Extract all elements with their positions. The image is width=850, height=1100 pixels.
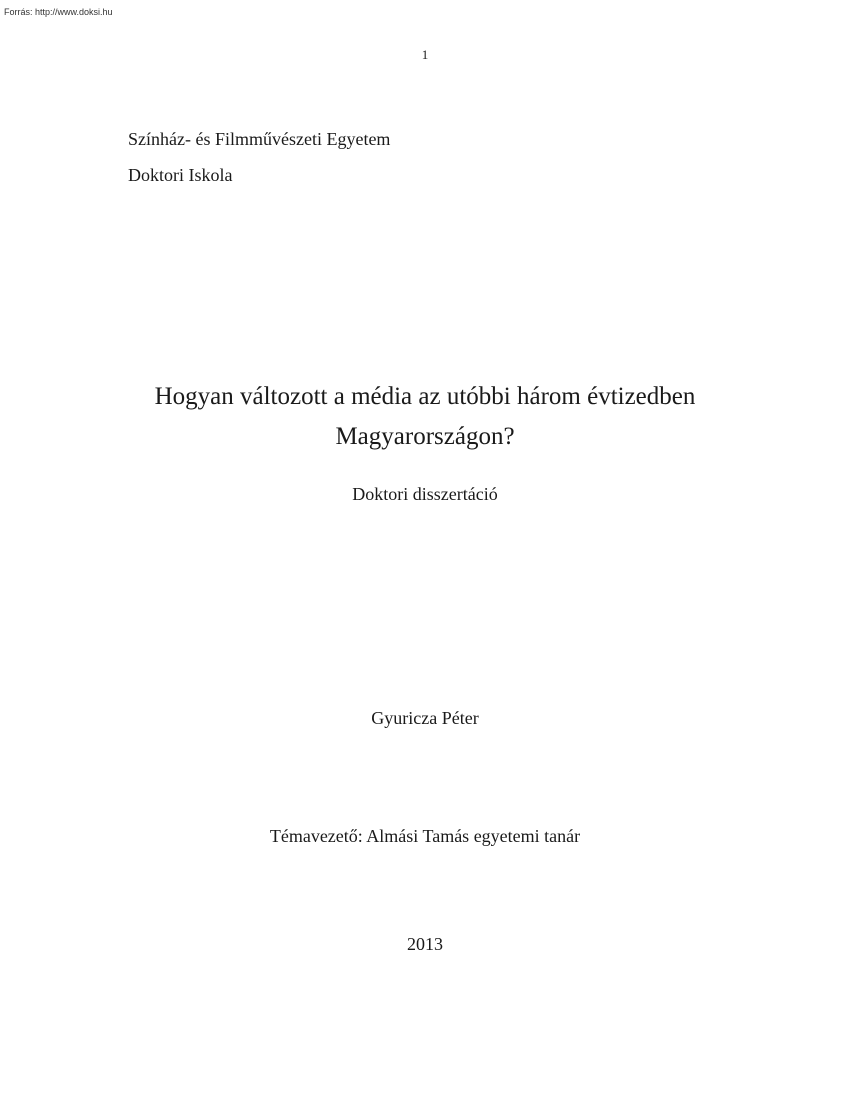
title-line-1: Hogyan változott a média az utóbbi három évtizedben (154, 383, 696, 410)
author-name: Gyuricza Péter (371, 708, 479, 728)
institution-name: Színház- és Filmművészeti Egyetem (128, 129, 391, 149)
title-line-2: Magyarországon? (335, 423, 515, 450)
institution-block (128, 121, 390, 193)
document-type: Doktori disszertáció (352, 484, 498, 504)
dissertation-title (0, 377, 850, 457)
supervisor-line: Témavezető: Almási Tamás egyetemi tanár (269, 826, 581, 846)
publication-year: 2013 (407, 934, 443, 954)
school-name: Doktori Iskola (128, 165, 233, 185)
source-note: Forrás: http://www.doksi.hu (4, 7, 113, 17)
page-number: 1 (421, 47, 429, 62)
